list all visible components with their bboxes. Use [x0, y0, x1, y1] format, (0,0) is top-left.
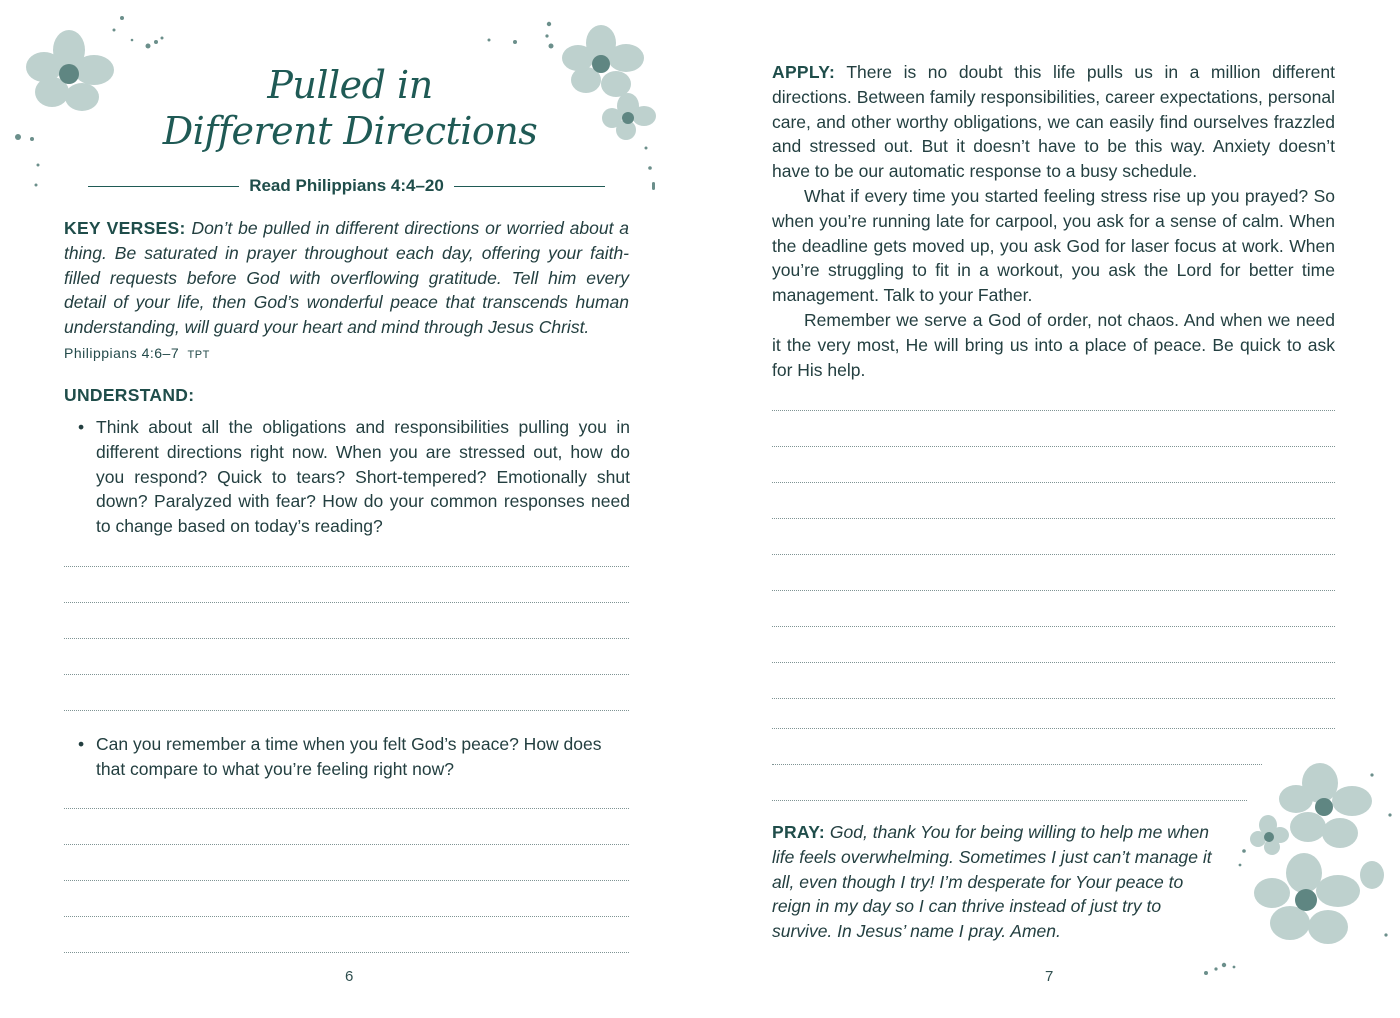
writing-line[interactable]: [64, 674, 629, 675]
apply-text: There is no doubt this life pulls us in a million different directions. Between family responsibilities, career expectations, personal care, and other worthy obligations, we can easily find ourselves frazzled and stressed out. But it doesn’t have to be this way. Anxiety doesn’t have to be our automatic response to a busy schedule.: [772, 62, 1335, 182]
writing-line[interactable]: [64, 638, 629, 639]
writing-line[interactable]: [772, 590, 1335, 591]
writing-line[interactable]: [772, 800, 1247, 801]
key-verses-text: Don’t be pulled in different directions or worried about a thing. Be saturated in prayer throughout each day, offering your faith-filled requests before God with overflowing gratitude. Tell him every detail of your life, then God’s wonderful peace that transcends human understanding, will guard your heart and mind through Jesus Christ.: [64, 218, 630, 338]
paint-dots-icon: [1200, 955, 1260, 985]
bullet-icon: •: [78, 734, 85, 754]
writing-line[interactable]: [772, 446, 1335, 447]
writing-line[interactable]: [64, 566, 629, 567]
writing-line[interactable]: [772, 662, 1335, 663]
writing-line[interactable]: [64, 808, 629, 809]
writing-line[interactable]: [772, 518, 1335, 519]
writing-line[interactable]: [64, 602, 629, 603]
page-title: [0, 62, 700, 154]
divider: [88, 186, 239, 187]
key-verses-block: [64, 216, 629, 340]
writing-line[interactable]: [772, 764, 1262, 765]
writing-line[interactable]: [64, 916, 629, 917]
bullet-icon: •: [78, 417, 85, 437]
apply-paragraph-3: Remember we serve a God of order, not chaos. And when we need it the very most, He will bring us into a place of peace. Be quick to ask for His help.: [772, 309, 1335, 380]
page-number: 7: [1045, 968, 1054, 985]
writing-line[interactable]: [64, 710, 629, 711]
apply-paragraph-1: [772, 60, 1335, 184]
title-line-2: Different Directions: [162, 109, 538, 153]
key-verses-label: KEY VERSES:: [64, 218, 186, 238]
citation-reference: Philippians 4:6–7: [64, 345, 180, 361]
question-text: Can you remember a time when you felt God’s peace? How does that compare to what you’re feeling right now?: [96, 734, 602, 779]
writing-line[interactable]: [772, 728, 1335, 729]
writing-line[interactable]: [772, 626, 1335, 627]
citation-version: TPT: [187, 349, 210, 361]
understand-label: UNDERSTAND:: [64, 385, 195, 405]
apply-paragraph-2: What if every time you started feeling stress rise up you prayed? So when you’re running late for carpool, you ask for a sense of calm. When the deadline gets moved up, you ask God for laser focus at work. When you’re struggling to fit in a workout, you ask the Lord for better time management. Talk to your Father.: [772, 185, 1335, 306]
page-number: 6: [345, 968, 354, 985]
reading-reference: Read Philippians 4:4–20: [249, 176, 444, 195]
pray-block: [772, 820, 1220, 944]
question-2: [78, 732, 630, 782]
reading-banner: [88, 176, 605, 196]
divider: [454, 186, 605, 187]
writing-line[interactable]: [772, 410, 1335, 411]
question-1: [78, 415, 630, 539]
writing-line[interactable]: [64, 952, 629, 953]
writing-line[interactable]: [772, 482, 1335, 483]
apply-block: [772, 60, 1335, 382]
paint-dots-icon: [485, 18, 565, 58]
apply-label: APPLY:: [772, 62, 836, 82]
writing-line[interactable]: [772, 698, 1335, 699]
title-line-1: Pulled in: [267, 63, 433, 107]
writing-line[interactable]: [772, 554, 1335, 555]
scripture-citation: [64, 341, 210, 368]
writing-line[interactable]: [64, 880, 629, 881]
right-page: [700, 0, 1400, 1018]
question-text: Think about all the obligations and responsibilities pulling you in different directions right now. When you are stressed out, how do you respond? Quick to tears? Short-tempered? Emotionally shut down? Paralyzed with fear? How do your common responses need to change based on today’s reading?: [96, 417, 630, 537]
writing-line[interactable]: [64, 844, 629, 845]
pray-label: PRAY:: [772, 822, 826, 842]
pray-text: God, thank You for being willing to help me when life feels overwhelming. Sometimes I just can’t manage it all, even though I try! I’m desperate for Your peace to reign in my day so I can thrive instead of just try to survive. In Jesus’ name I pray. Amen.: [772, 822, 1212, 942]
paint-dots-icon: [118, 12, 178, 62]
